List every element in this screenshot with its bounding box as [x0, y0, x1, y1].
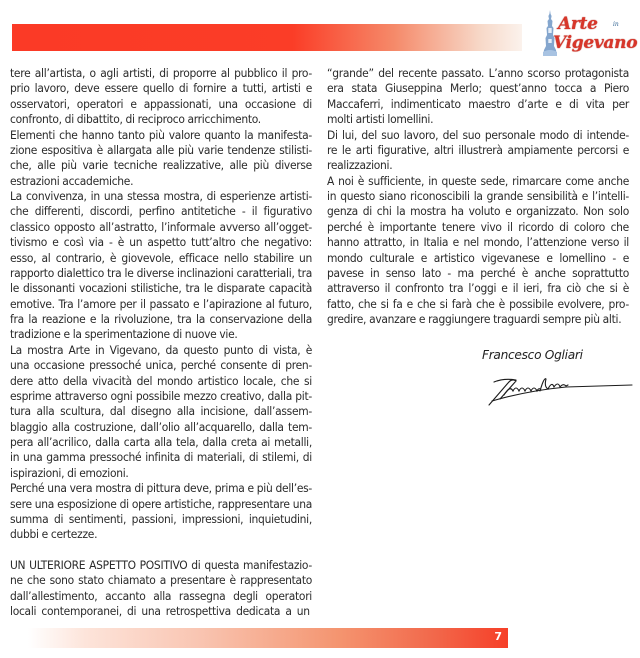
text-line: dubbi e certezze. [10, 527, 98, 542]
text-line: La mostra Arte in Vigevano, da questo punto di vista, è [10, 342, 312, 357]
text-line: Maccaferri, indimenticato maestro d’arte e di vita per [327, 96, 629, 111]
page-number: 7 [494, 630, 502, 643]
text-line: tradizione e la sperimentazione di nuove vie. [10, 327, 238, 342]
text-line: che differenti, discordi, perfino antitetiche - il figurativo [10, 204, 312, 219]
text-line: locali contemporanei, di una retrospettiva dedicata a un [10, 604, 310, 619]
logo-text-vigevano: Vigevano [553, 33, 638, 53]
text-line: che, alle più varie tecniche realizzative, alle più diverse [10, 158, 312, 173]
text-line: summa di sentimenti, passioni, impressioni, inquietudini, [10, 511, 312, 526]
text-line: rapporto dialettico tra le diverse inclinazioni caratteriali, tra [10, 265, 312, 280]
text-line: classico opposto all’astratto, l’informale avverso all’ogget- [10, 219, 312, 234]
right-text-column [327, 66, 629, 327]
text-line: sere una esposizione di opere artistiche, rappresentare una [10, 496, 312, 511]
text-line: “grande” del recente passato. L’anno scorso protagonista [327, 66, 629, 80]
text-line: perché è importante tenere vivo il ricordo di coloro che [327, 219, 629, 234]
text-line: dere atto della vivacità del mondo artistico locale, che si [10, 373, 312, 388]
text-line: Di lui, del suo lavoro, del suo personale modo di intende- [327, 127, 629, 142]
text-line: genza di chi la mostra ha voluto e organizzato. Non solo [327, 204, 629, 219]
text-line: esso, al contrario, è giovevole, efficace nello stabilire un [10, 250, 312, 265]
text-line: prio lavoro, deve essere quello di fornire a tutti, artisti e [10, 81, 312, 96]
arte-in-vigevano-logo [543, 6, 638, 61]
text-line: fra la reazione e la rivoluzione, tra la conservazione della [10, 312, 312, 326]
author-name: Francesco Ogliari [482, 348, 583, 362]
text-line: hanno attratto, in Italia e nel mondo, l’attenzione verso il [327, 235, 629, 250]
text-line: in questo siano riconoscibili la grande sensibilità e l’intelli- [327, 189, 629, 203]
header-decorative-bar [12, 24, 522, 51]
text-line: dall’allestimento, accanto alla rassegna degli operatori [10, 588, 312, 603]
text-line: era stata Giuseppina Merlo; quest’anno tocca a Piero [327, 81, 629, 96]
text-line: pavese in senso lato - ma perché è anche soprattutto [327, 265, 629, 280]
text-line: A noi è sufficiente, in queste sede, rimarcare come anche [327, 173, 629, 188]
text-line: in una gamma pressoché infinita di materiali, di stilemi, di [10, 450, 312, 465]
left-text-column [10, 66, 312, 620]
text-line: emotive. Tra l’amore per il passato e l’apirazione al futuro, [10, 296, 312, 311]
text-line: attraverso il confronto tra l’oggi e il ieri, fra ciò che si è [327, 281, 629, 296]
text-line: molti artisti lomellini. [327, 112, 434, 127]
text-line: blaggio alla costruzione, dall’olio all’acquarello, dalla tem- [10, 419, 312, 434]
text-line: pera all’acrilico, dalla carta alla tela, dalla creta ai metalli, [10, 435, 312, 449]
text-line: confronto, di dibattito, di reciproco arricchimento. [10, 112, 261, 127]
text-line: Perché una vera mostra di pittura deve, prima e più dell’es- [10, 481, 312, 496]
text-line: re le arti figurative, altri illustrerà ampiamente percorsi e [327, 142, 629, 157]
text-line: tivismo e così via - è un aspetto tutt’altro che negativo: [10, 235, 312, 250]
logo-text-in: in [613, 21, 619, 28]
text-line: realizzazioni. [327, 158, 393, 173]
text-line: fatto, che si fa e che si farà che è possibile evolvere, pro- [327, 296, 629, 311]
text-line: La convivenza, in una stessa mostra, di esperienze artisti- [10, 189, 312, 203]
text-line: tere all’artista, o agli artisti, di proporre al pubblico il pro- [10, 66, 312, 80]
handwritten-signature-icon [486, 369, 636, 411]
text-line: osservatori, operatori e appassionati, una occasione di [10, 96, 312, 111]
text-line: UN ULTERIORE ASPETTO POSITIVO di questa manifestazio- [10, 558, 312, 573]
text-line: una occasione pressoché unica, perché consente di pren- [10, 358, 312, 373]
text-line: esprime attraverso ogni possibile mezzo creativo, dalla pit- [10, 388, 312, 403]
text-line: ispirazioni, di emozioni. [10, 465, 129, 480]
paragraph-gap [10, 543, 312, 558]
text-line: Elementi che hanno tanto più valore quanto la manifesta- [10, 127, 312, 142]
text-line: ne che sono stato chiamato a presentare è rappresentato [10, 573, 312, 588]
logo-text-arte: Arte [558, 14, 598, 34]
text-line: gredire, avanzare e raggiungere traguardi sempre più alti. [327, 312, 622, 326]
text-line: le dissonanti vocazioni stilistiche, tra le disparate capacità [10, 281, 312, 296]
footer-decorative-bar [28, 628, 508, 648]
text-line: zione espositiva è allargata alle più varie tendenze stilisti- [10, 142, 312, 157]
text-line: estrazioni accademiche. [10, 173, 134, 188]
text-line: tura alla scultura, dal disegno alla incisione, dall’assem- [10, 404, 312, 419]
text-line: mondo culturale e artistico vigevanese e lomellino - e [327, 250, 629, 265]
